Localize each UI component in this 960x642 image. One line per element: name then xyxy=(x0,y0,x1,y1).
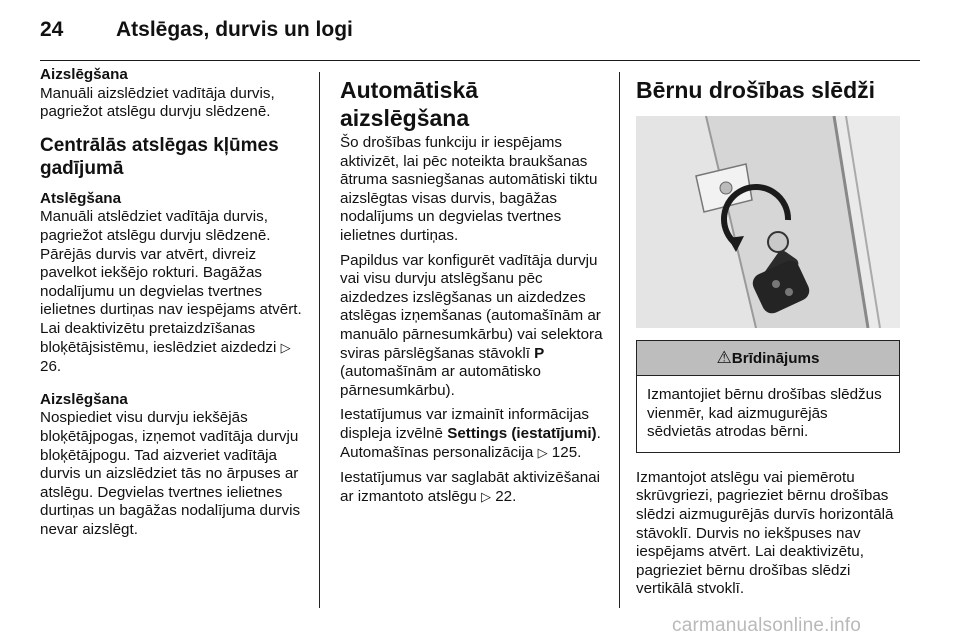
page-reference-link[interactable]: 22. xyxy=(495,487,517,505)
page-header xyxy=(40,16,920,60)
door-lock-drawing xyxy=(636,116,900,328)
arrow-reference-icon: ▷ xyxy=(280,340,291,356)
column-divider-left xyxy=(319,72,320,608)
middle-column xyxy=(340,64,604,513)
child-lock-illustration xyxy=(636,116,900,328)
section-text: Nospiediet visu durvju iekšējās bloķētājpogas, izņemot vadītāja durvju bloķētājpogu. Tad aizveriet vadītāja durvis un aizslēdziet tās no ārpuses ar atslēgu. Degvielas tvertnes ielietnes durtiņas un bagāžas nodalījuma durvis nevar aizslēgt. xyxy=(40,409,301,538)
page-title: Atslēgas, durvis un logi xyxy=(116,18,353,41)
paragraph: Izmantojot atslēgu vai piemērotu skrūvgriezi, pagrieziet bērnu drošības slēdzi aizmugurējās durvīs horizontālā stāvoklī. Durvis no iekšpuses nav iespējams atvērt. Lai deaktivizētu, pagrieziet bērnu drošības slēdzi vertikālā stvoklī. xyxy=(636,468,894,598)
header-rule xyxy=(40,60,920,61)
column-divider-right xyxy=(619,72,620,608)
warning-title: Brīdinājums xyxy=(731,350,820,367)
warning-header xyxy=(637,341,899,376)
section-text: Manuāli atslēdziet vadītāja durvis, pagriežot atslēgu durvju slēdzenē. Pārējās durvis var atvērt, divreiz pavelkot iekšējo rokturi. Bagāžas nodalījumu un degvielas tvertnes ielietnes durtiņas nav iespējams atvērt. Lai deaktivizētu pretaizdzīšanas bloķētājsistēmu, ieslēdziet aizdedzi ▷ 26. xyxy=(40,208,302,376)
right-column xyxy=(636,64,902,605)
page-number: 24 xyxy=(40,18,64,41)
page-reference-link[interactable]: 125. xyxy=(551,443,582,461)
paragraph: Šo drošības funkciju ir iespējams aktivizēt, lai pēc noteikta braukšanas ātruma sasniegšanas automātiski tiktu aizslēgtas visas durvis, bagāžas nodalījums un degvielas tvertnes ielietnes durtiņas. xyxy=(340,134,598,244)
section-subheading: Atslēgšana xyxy=(40,189,122,207)
warning-triangle-icon: ⚠ xyxy=(716,348,732,367)
section-heading: Bērnu drošības slēdži xyxy=(636,77,876,103)
arrow-reference-icon: ▷ xyxy=(481,489,491,505)
left-column xyxy=(40,66,302,549)
section-heading: Centrālās atslēgas kļūmes gadījumā xyxy=(40,134,279,179)
section-subheading: Aizslēgšana xyxy=(40,390,128,408)
arrow-reference-icon: ▷ xyxy=(537,445,548,461)
paragraph: Papildus var konfigurēt vadītāja durvju vai visu durvju atslēgšanu pēc aizdedzes izslēgšanas un aizdedzes atslēgas izņemšanas (automašīnām ar manuālo pārnesumkārbu) vai selektora sviras pārslēgšanas stāvoklī P (automašīnām ar automātisko pārnesumkārbu). xyxy=(340,251,603,399)
paragraph: Iestatījumus var saglabāt aktivizēšanai ar izmantoto atslēgu ▷ 22. xyxy=(340,469,601,505)
section-text: Manuāli aizslēdziet vadītāja durvis, pagriežot atslēgu durvju slēdzenē. xyxy=(40,84,275,121)
page-reference-link[interactable]: 26. xyxy=(40,358,62,376)
section-subheading: Aizslēgšana xyxy=(40,66,128,83)
watermark: carmanualsonline.info xyxy=(672,615,862,636)
warning-box xyxy=(636,340,900,453)
section-heading: Automātiskā aizslēgšana xyxy=(340,77,479,131)
paragraph: Iestatījumus var izmainīt informācijas displeja izvēlnē Settings (iestatījumi). Automašīnas personalizācija ▷ 125. xyxy=(340,406,601,461)
warning-text: Izmantojiet bērnu drošības slēdžus vienmēr, kad aizmugurējās sēdvietās atrodas bērni. xyxy=(647,386,882,441)
